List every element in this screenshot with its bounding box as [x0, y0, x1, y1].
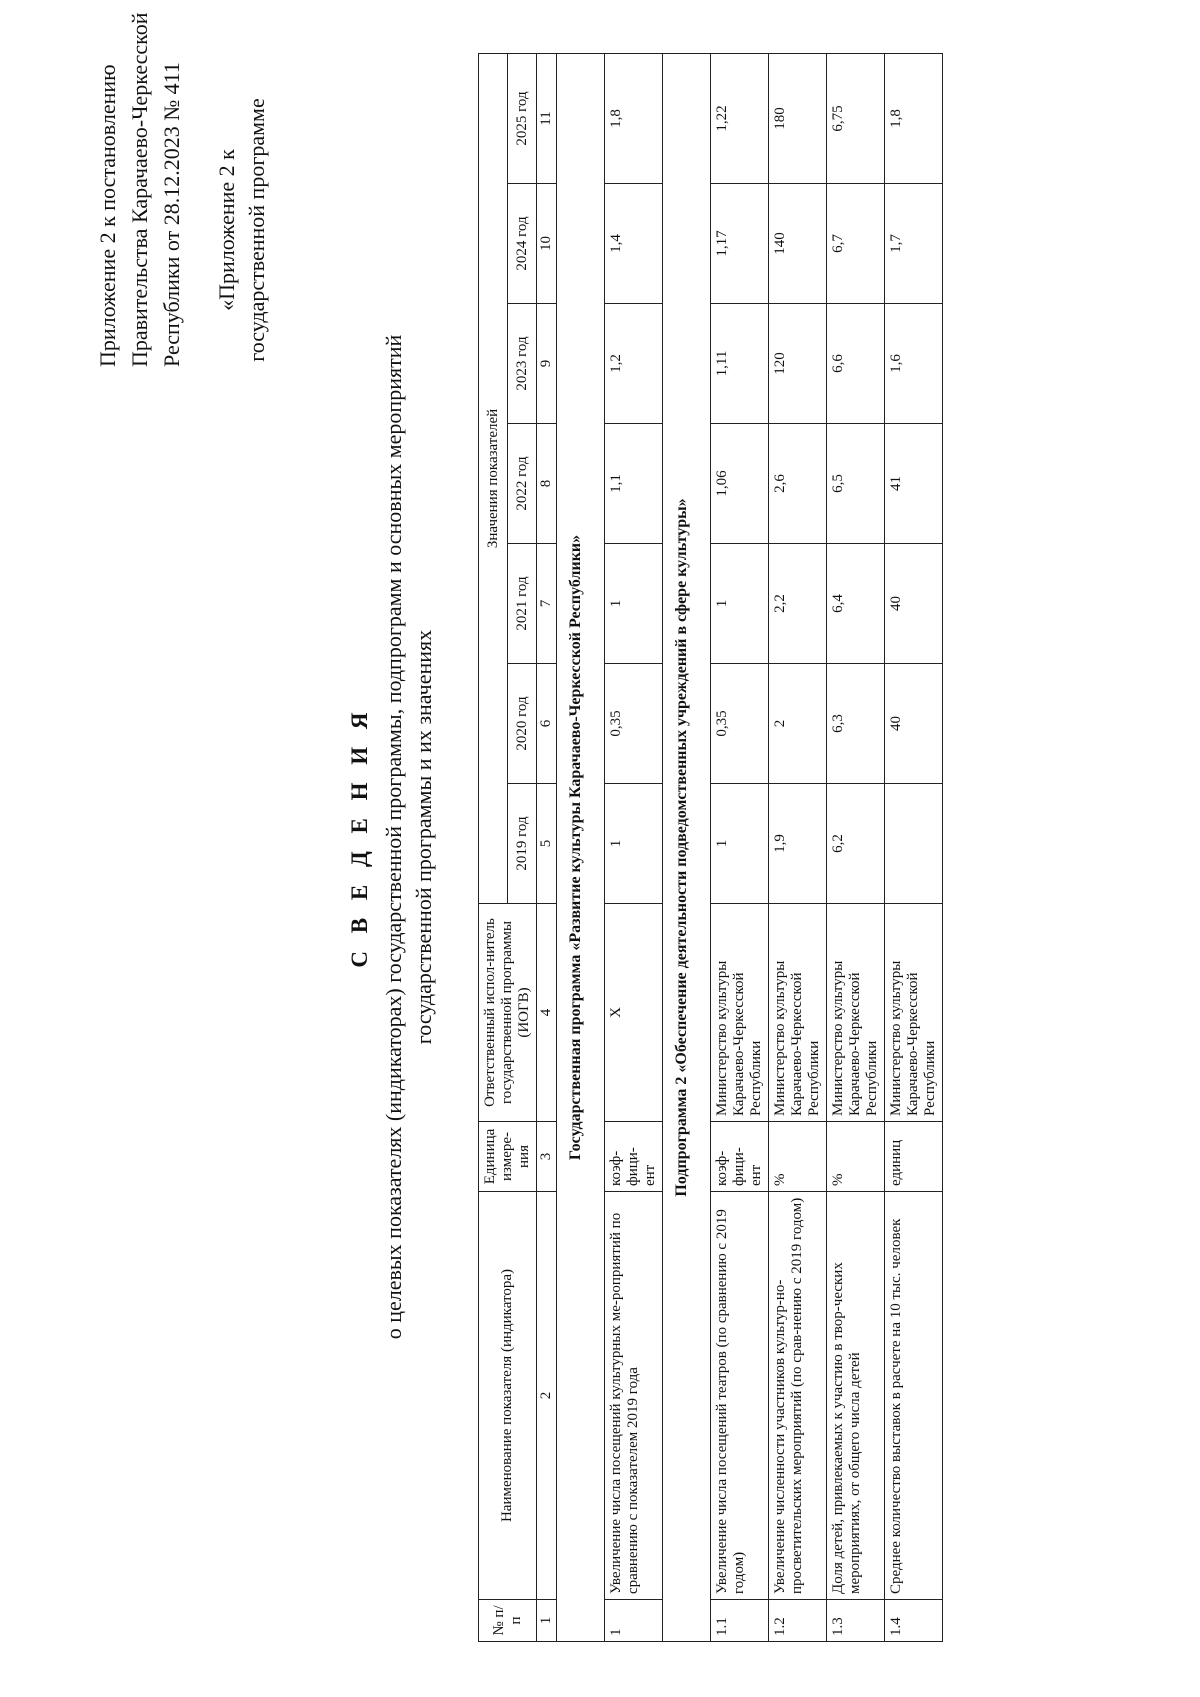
- table-row: [827, 53, 885, 1641]
- row-value-2020: 2: [769, 664, 827, 784]
- row-unit: коэф-фици-ент: [711, 1122, 769, 1192]
- header-unit: Единица измере-ния: [479, 1122, 537, 1192]
- row-value-2024: 1,4: [605, 184, 663, 304]
- header-year: 2025 год: [508, 53, 537, 183]
- row-value-2025: 180: [769, 53, 827, 183]
- row-value-2019: 6,2: [827, 784, 885, 904]
- row-num: 1.1: [711, 1600, 769, 1642]
- row-responsible: Министерство культуры Карачаево-Черкесской Республики: [885, 904, 943, 1122]
- row-unit: коэф-фици-ент: [605, 1122, 663, 1192]
- appendix-reference: [212, 50, 272, 410]
- row-value-2019: 1: [605, 784, 663, 904]
- row-value-2023: 6,6: [827, 304, 885, 424]
- indicators-table: [478, 53, 943, 1642]
- decree-line-3: Республики от 28.12.2023 № 411: [159, 62, 184, 367]
- appendix-line-2: государственной программе: [244, 98, 269, 362]
- table-row: [769, 53, 827, 1641]
- row-value-2024: 140: [769, 184, 827, 304]
- row-value-2025: 1,22: [711, 53, 769, 183]
- table-row: [885, 53, 943, 1641]
- row-value-2025: 1,8: [605, 53, 663, 183]
- row-value-2020: 0,35: [711, 664, 769, 784]
- column-number: 5: [537, 784, 557, 904]
- row-value-2020: 0,35: [605, 664, 663, 784]
- row-indicator-name: Увеличение числа посещений культурных ме-роприятий по сравнению с показателем 2019 года: [605, 1192, 663, 1600]
- document-title: С В Е Д Е Н И Я: [347, 706, 372, 968]
- row-indicator-name: Доля детей, привлекаемых к участию в твор-ческих мероприятиях, от общего числа детей: [827, 1192, 885, 1600]
- row-value-2023: 1,11: [711, 304, 769, 424]
- table-row: [605, 53, 663, 1641]
- row-value-2024: 1,7: [885, 184, 943, 304]
- row-indicator-name: Среднее количество выставок в расчете на 10 тыс. человек: [885, 1192, 943, 1600]
- row-value-2022: 41: [885, 424, 943, 544]
- row-indicator-name: Увеличение числа посещений театров (по сравнению с 2019 годом): [711, 1192, 769, 1600]
- header-year: 2021 год: [508, 544, 537, 664]
- row-indicator-name: Увеличение численности участников культур-но-просветительских мероприятий (по срав-нению с 2019 годом): [769, 1192, 827, 1600]
- row-unit: единиц: [885, 1122, 943, 1192]
- header-year: 2019 год: [508, 784, 537, 904]
- section-title-state-program: Государственная программа «Развитие культуры Карачаево-Черкесской Республики»: [557, 53, 605, 1641]
- row-value-2023: 120: [769, 304, 827, 424]
- header-year: 2024 год: [508, 184, 537, 304]
- decree-line-1: Приложение 2 к постановлению: [95, 64, 120, 367]
- row-value-2020: 6,3: [827, 664, 885, 784]
- column-number: 4: [537, 904, 557, 1122]
- header-num: № п/п: [479, 1600, 537, 1642]
- row-value-2019: 1: [711, 784, 769, 904]
- column-number: 6: [537, 664, 557, 784]
- row-value-2024: 1,17: [711, 184, 769, 304]
- header-year: 2022 год: [508, 424, 537, 544]
- row-value-2021: 6,4: [827, 544, 885, 664]
- column-number: 2: [537, 1192, 557, 1600]
- row-value-2019: [885, 784, 943, 904]
- document-subtitle-line-1: о целевых показателях (индикаторах) государственной программы, подпрограмм и основных мероприятий: [381, 334, 406, 1340]
- row-num: 1: [605, 1600, 663, 1642]
- row-value-2021: 1: [605, 544, 663, 664]
- row-num: 1.2: [769, 1600, 827, 1642]
- row-value-2022: 1,06: [711, 424, 769, 544]
- section-title-subprogram-2: Подпрограмма 2 «Обеспечение деятельности подведомственных учреждений в сфере культуры»: [663, 53, 711, 1641]
- row-value-2025: 6,75: [827, 53, 885, 183]
- header-year: 2020 год: [508, 664, 537, 784]
- header-year: 2023 год: [508, 304, 537, 424]
- row-value-2021: 1: [711, 544, 769, 664]
- row-unit: %: [769, 1122, 827, 1192]
- header-responsible: Ответственный испол-нитель государственной программы (ИОГВ): [479, 904, 537, 1122]
- header-indicator-name: Наименование показателя (индикатора): [479, 1192, 537, 1600]
- header-values-group: Значения показателей: [479, 53, 508, 903]
- row-num: 1.3: [827, 1600, 885, 1642]
- row-responsible: Министерство культуры Карачаево-Черкесской Республики: [827, 904, 885, 1122]
- decree-line-2: Правительства Карачаево-Черкесской: [127, 12, 152, 367]
- document-subtitle-line-2: государственной программы и их значениях: [411, 629, 436, 1045]
- row-value-2023: 1,2: [605, 304, 663, 424]
- column-number: 10: [537, 184, 557, 304]
- appendix-line-1: «Приложение 2 к: [214, 149, 239, 311]
- section-row: [663, 53, 711, 1641]
- row-value-2023: 1,6: [885, 304, 943, 424]
- column-number: 9: [537, 304, 557, 424]
- row-value-2020: 40: [885, 664, 943, 784]
- row-value-2021: 2,2: [769, 544, 827, 664]
- row-num: 1.4: [885, 1600, 943, 1642]
- row-value-2025: 1,8: [885, 53, 943, 183]
- row-value-2021: 40: [885, 544, 943, 664]
- row-responsible: Министерство культуры Карачаево-Черкесской Республики: [769, 904, 827, 1122]
- table-row: [711, 53, 769, 1641]
- row-value-2024: 6,7: [827, 184, 885, 304]
- column-number: 7: [537, 544, 557, 664]
- column-numbers-row: [537, 53, 557, 1641]
- row-value-2019: 1,9: [769, 784, 827, 904]
- row-unit: %: [827, 1122, 885, 1192]
- row-value-2022: 2,6: [769, 424, 827, 544]
- column-number: 3: [537, 1122, 557, 1192]
- row-responsible: X: [605, 904, 663, 1122]
- row-responsible: Министерство культуры Карачаево-Черкесской Республики: [711, 904, 769, 1122]
- document-title-block: [345, 127, 439, 1547]
- section-row: [557, 53, 605, 1641]
- row-value-2022: 6,5: [827, 424, 885, 544]
- decree-reference: [92, 12, 188, 367]
- column-number: 8: [537, 424, 557, 544]
- row-value-2022: 1,1: [605, 424, 663, 544]
- column-number: 11: [537, 53, 557, 183]
- column-number: 1: [537, 1600, 557, 1642]
